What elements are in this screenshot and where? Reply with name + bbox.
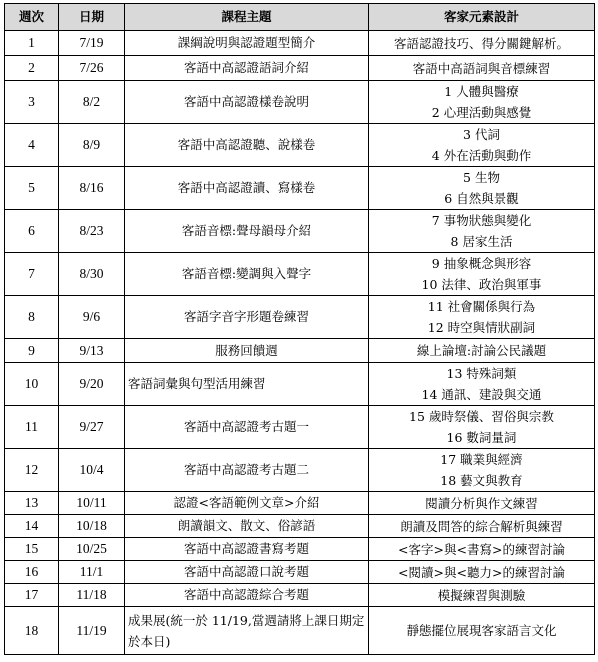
element-line: 9 抽象概念與形容 bbox=[431, 256, 532, 271]
table-row bbox=[5, 363, 595, 406]
table-row bbox=[5, 449, 595, 492]
elements-cell bbox=[369, 538, 595, 561]
week-cell: 8 bbox=[5, 296, 59, 339]
date-cell: 9/13 bbox=[59, 339, 125, 363]
element-line: 14 通訊、建設與交通 bbox=[421, 387, 542, 402]
element-line: 客語中高語詞與音標練習 bbox=[412, 60, 551, 76]
table-row bbox=[5, 561, 595, 584]
topic-cell: 客語中高認證書寫考題 bbox=[125, 538, 369, 561]
week-cell: 12 bbox=[5, 449, 59, 492]
topic-cell: 成果展(統一於 11/19,當週請將上課日期定於本日) bbox=[125, 607, 369, 655]
date-cell: 9/20 bbox=[59, 363, 125, 406]
elements-cell bbox=[369, 253, 595, 296]
week-cell: 4 bbox=[5, 124, 59, 167]
week-cell: 2 bbox=[5, 56, 59, 81]
week-cell: 9 bbox=[5, 339, 59, 363]
element-line: 3 代詞 bbox=[463, 127, 500, 142]
week-cell: 1 bbox=[5, 31, 59, 56]
element-line: <閱讀>與<聽力>的練習討論 bbox=[398, 564, 565, 580]
date-cell: 11/1 bbox=[59, 561, 125, 584]
course-schedule-table bbox=[4, 3, 595, 655]
week-cell: 6 bbox=[5, 210, 59, 253]
element-line: <客字>與<書寫>的練習討論 bbox=[398, 541, 565, 557]
elements-cell bbox=[369, 124, 595, 167]
week-cell: 7 bbox=[5, 253, 59, 296]
header-elements: 客家元素設計 bbox=[369, 4, 595, 31]
table-row bbox=[5, 607, 595, 655]
date-cell: 7/26 bbox=[59, 56, 125, 81]
date-cell: 10/25 bbox=[59, 538, 125, 561]
table-row bbox=[5, 210, 595, 253]
elements-cell bbox=[369, 339, 595, 363]
element-line: 朗讀及問答的綜合解析與練習 bbox=[400, 518, 563, 534]
element-line: 靜態擺位展現客家語言文化 bbox=[406, 623, 557, 638]
element-line: 15 歲時祭儀、習俗與宗教 bbox=[409, 409, 554, 424]
date-cell: 11/19 bbox=[59, 607, 125, 655]
element-line: 12 時空與情狀副詞 bbox=[427, 320, 536, 335]
element-line: 18 藝文與教育 bbox=[440, 473, 523, 488]
table-row bbox=[5, 515, 595, 538]
element-line: 8 居家生活 bbox=[450, 234, 513, 249]
table-row bbox=[5, 584, 595, 607]
topic-cell: 認證<客語範例文章>介紹 bbox=[125, 492, 369, 515]
week-cell: 13 bbox=[5, 492, 59, 515]
week-cell: 14 bbox=[5, 515, 59, 538]
elements-cell bbox=[369, 363, 595, 406]
table-row bbox=[5, 167, 595, 210]
date-cell: 7/19 bbox=[59, 31, 125, 56]
date-cell: 11/18 bbox=[59, 584, 125, 607]
elements-cell bbox=[369, 449, 595, 492]
elements-cell bbox=[369, 406, 595, 449]
topic-cell: 客語中高認證讀、寫樣卷 bbox=[125, 167, 369, 210]
elements-cell bbox=[369, 167, 595, 210]
table-row bbox=[5, 538, 595, 561]
week-cell: 16 bbox=[5, 561, 59, 584]
week-cell: 11 bbox=[5, 406, 59, 449]
topic-cell: 客語中高認證聽、說樣卷 bbox=[125, 124, 369, 167]
topic-cell: 客語中高認證考古題二 bbox=[125, 449, 369, 492]
date-cell: 8/2 bbox=[59, 81, 125, 124]
elements-cell bbox=[369, 31, 595, 56]
week-cell: 10 bbox=[5, 363, 59, 406]
elements-cell bbox=[369, 607, 595, 655]
topic-cell: 客語中高認證語詞介紹 bbox=[125, 56, 369, 81]
element-line: 16 數詞量詞 bbox=[446, 430, 517, 445]
date-cell: 8/9 bbox=[59, 124, 125, 167]
header-topic: 課程主題 bbox=[125, 4, 369, 31]
topic-cell: 客語音標:變調與入聲字 bbox=[125, 253, 369, 296]
elements-cell bbox=[369, 296, 595, 339]
topic-cell: 客語中高認證樣卷說明 bbox=[125, 81, 369, 124]
table-row bbox=[5, 253, 595, 296]
topic-cell: 課綱說明與認證題型簡介 bbox=[125, 31, 369, 56]
week-cell: 17 bbox=[5, 584, 59, 607]
topic-cell: 客語詞彙與句型活用練習 bbox=[125, 363, 369, 406]
table-row bbox=[5, 56, 595, 81]
element-line: 17 職業與經濟 bbox=[440, 452, 523, 467]
week-cell: 15 bbox=[5, 538, 59, 561]
date-cell: 8/16 bbox=[59, 167, 125, 210]
element-line: 11 社會關係與行為 bbox=[427, 299, 536, 314]
date-cell: 8/30 bbox=[59, 253, 125, 296]
week-cell: 5 bbox=[5, 167, 59, 210]
element-line: 13 特殊詞類 bbox=[446, 366, 517, 381]
element-line: 4 外在活動與動作 bbox=[431, 148, 532, 163]
week-cell: 3 bbox=[5, 81, 59, 124]
elements-cell bbox=[369, 584, 595, 607]
topic-cell: 服務回饋週 bbox=[125, 339, 369, 363]
topic-cell: 朗讀韻文、散文、俗諺語 bbox=[125, 515, 369, 538]
table-row bbox=[5, 406, 595, 449]
elements-cell bbox=[369, 81, 595, 124]
header-row bbox=[5, 4, 595, 31]
topic-cell: 客語中高認證綜合考題 bbox=[125, 584, 369, 607]
element-line: 線上論壇:討論公民議題 bbox=[416, 343, 547, 358]
date-cell: 10/18 bbox=[59, 515, 125, 538]
elements-cell bbox=[369, 210, 595, 253]
date-cell: 10/4 bbox=[59, 449, 125, 492]
elements-cell bbox=[369, 561, 595, 584]
table-row bbox=[5, 339, 595, 363]
element-line: 6 自然與景觀 bbox=[444, 191, 519, 206]
table-row bbox=[5, 296, 595, 339]
topic-cell: 客語中高認證考古題一 bbox=[125, 406, 369, 449]
date-cell: 10/11 bbox=[59, 492, 125, 515]
header-week: 週次 bbox=[5, 4, 59, 31]
date-cell: 8/23 bbox=[59, 210, 125, 253]
header-date: 日期 bbox=[59, 4, 125, 31]
element-line: 閱讀分析與作文練習 bbox=[425, 495, 538, 511]
topic-cell: 客語音標:聲母韻母介紹 bbox=[125, 210, 369, 253]
element-line: 10 法律、政治與軍事 bbox=[421, 277, 542, 292]
table-row bbox=[5, 492, 595, 515]
elements-cell bbox=[369, 492, 595, 515]
topic-cell: 客語字音字形題卷練習 bbox=[125, 296, 369, 339]
element-line: 模擬練習與測驗 bbox=[437, 587, 526, 603]
date-cell: 9/6 bbox=[59, 296, 125, 339]
elements-cell bbox=[369, 56, 595, 81]
element-line: 5 生物 bbox=[463, 170, 500, 185]
topic-cell: 客語中高認證口說考題 bbox=[125, 561, 369, 584]
element-line: 客語認證技巧、得分關鍵解析。 bbox=[393, 35, 569, 51]
element-line: 7 事物狀態與變化 bbox=[431, 213, 532, 228]
table-row bbox=[5, 81, 595, 124]
element-line: 2 心理活動與感覺 bbox=[431, 105, 532, 120]
elements-cell bbox=[369, 515, 595, 538]
table-row bbox=[5, 31, 595, 56]
date-cell: 9/27 bbox=[59, 406, 125, 449]
element-line: 1 人體與醫療 bbox=[444, 84, 519, 99]
week-cell: 18 bbox=[5, 607, 59, 655]
table-row bbox=[5, 124, 595, 167]
